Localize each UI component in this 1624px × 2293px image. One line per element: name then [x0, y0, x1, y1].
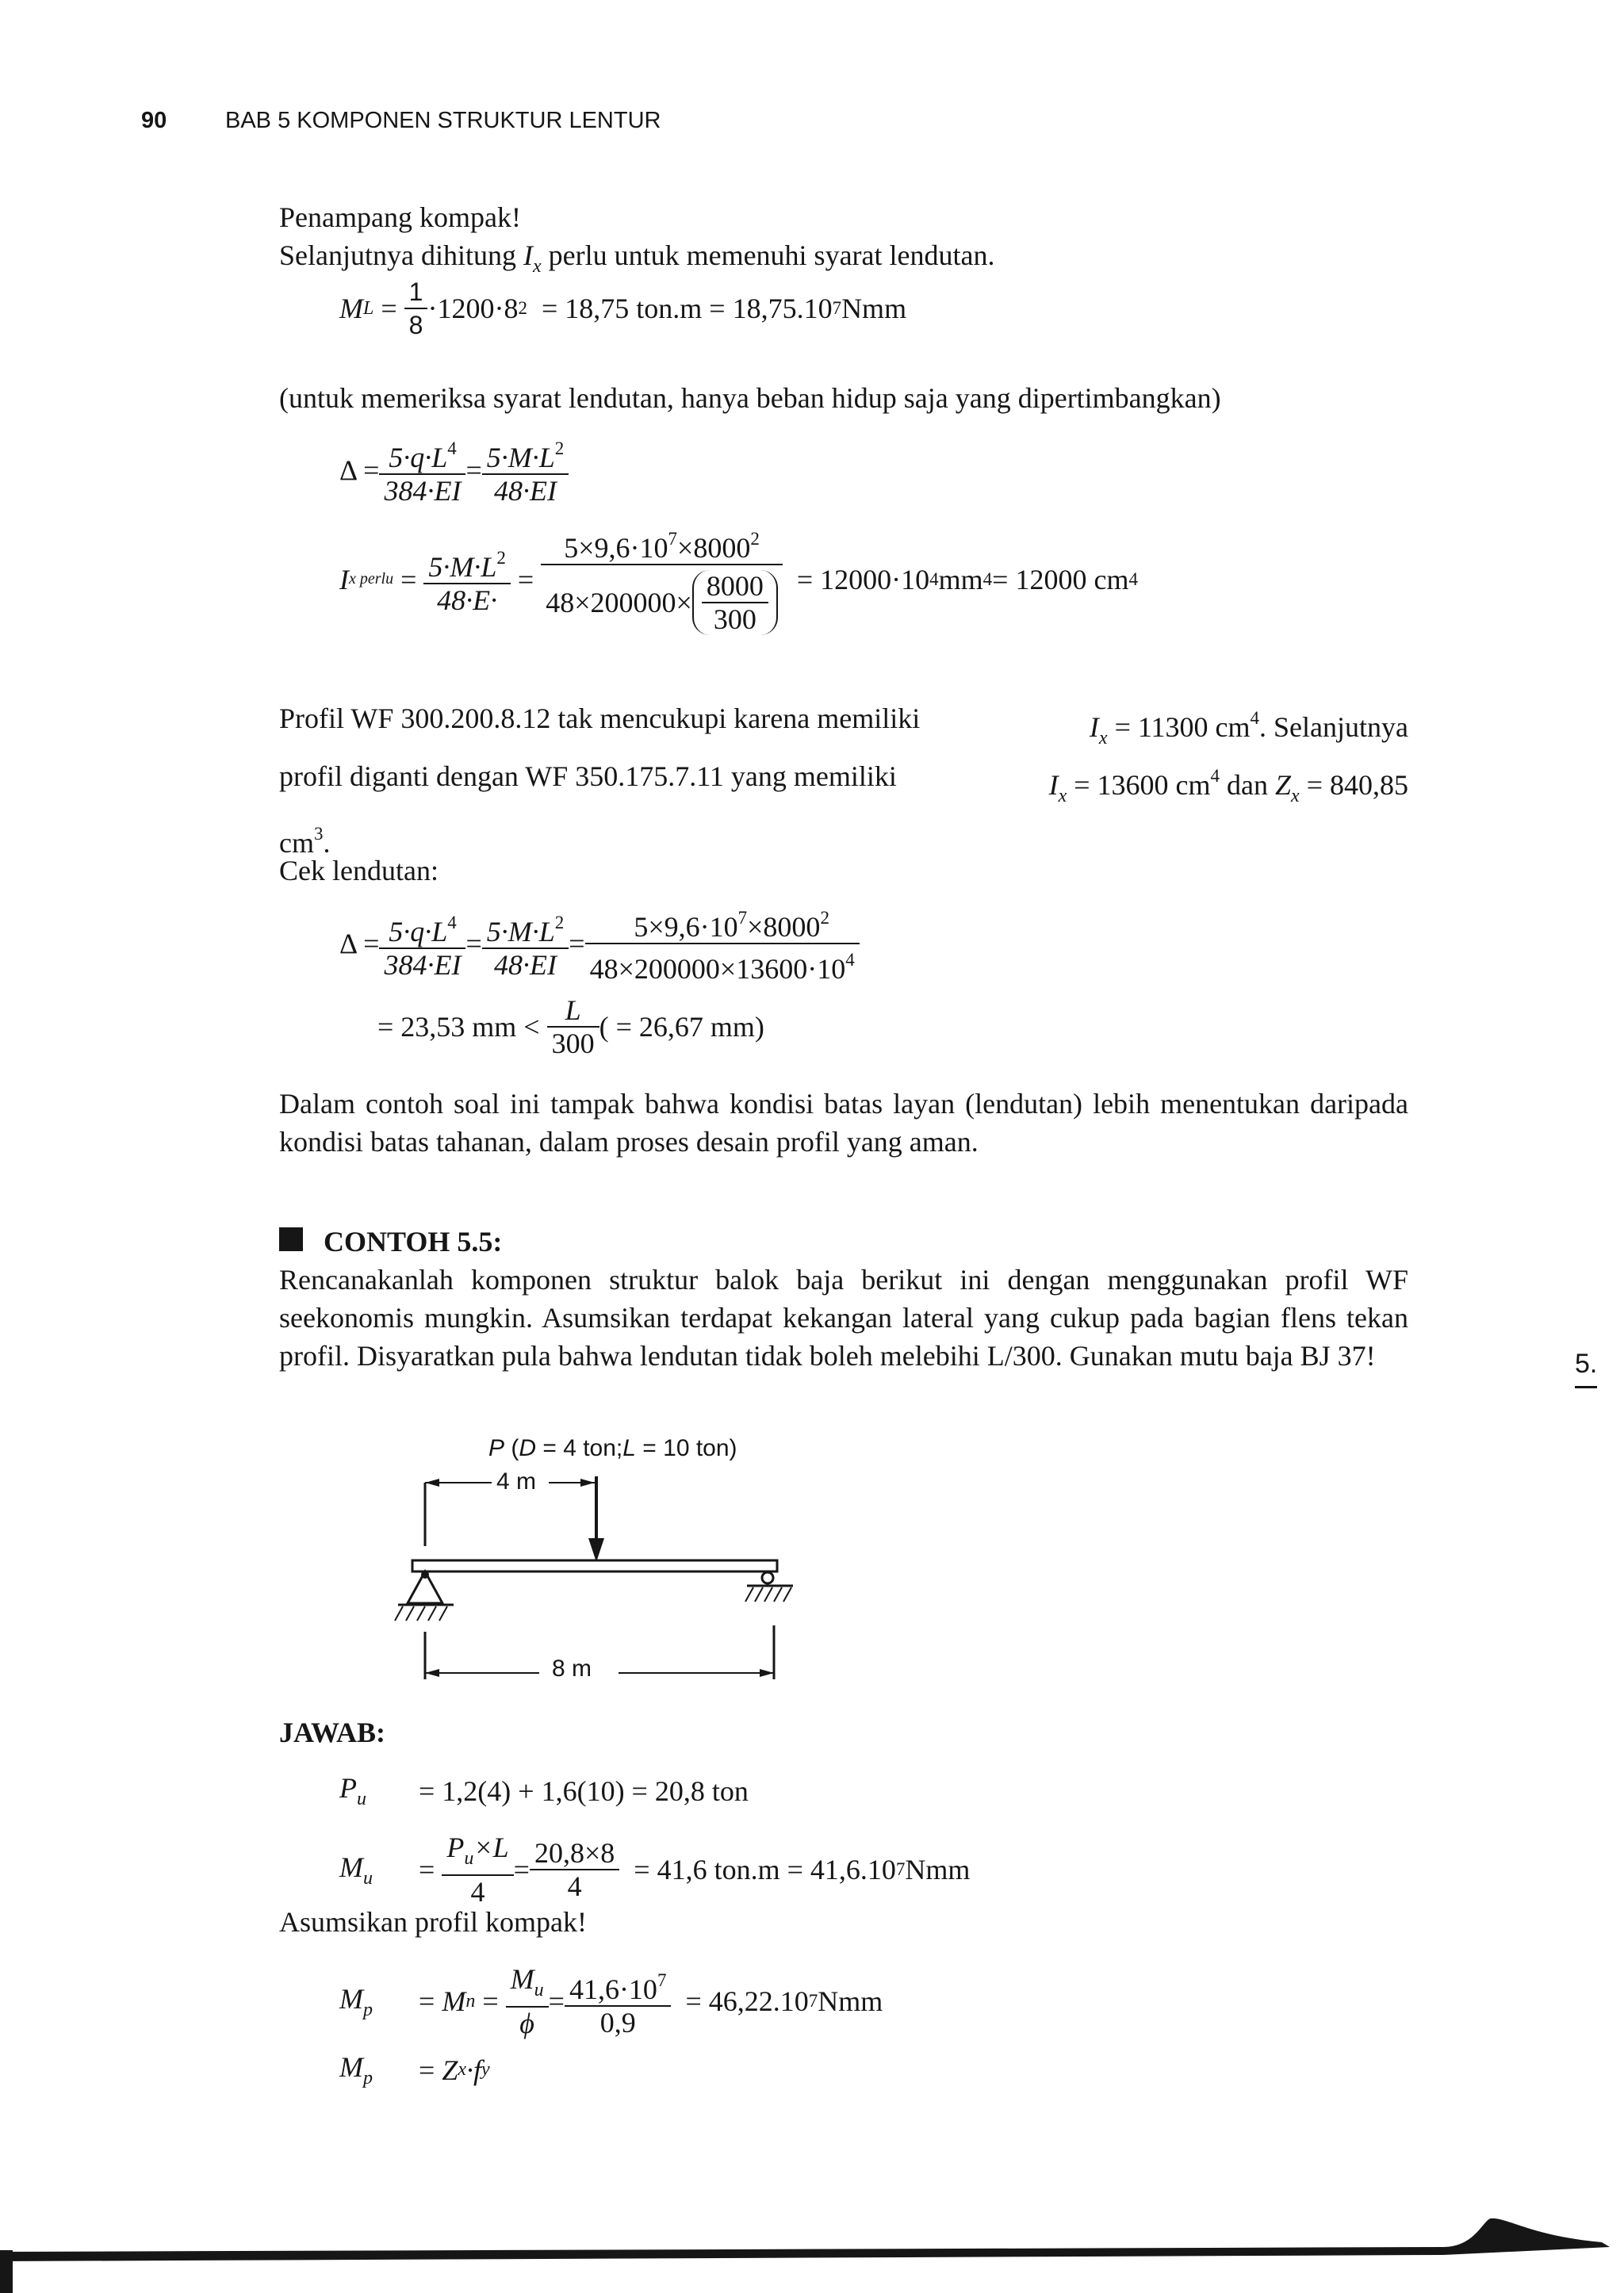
- page-number: 90: [141, 108, 167, 133]
- load-label: P (D = 4 ton;L = 10 ton): [488, 1435, 737, 1461]
- intro-line-2: Selanjutnya dihitung $I_x$ perlu untuk memenuhi syarat lendutan.: [279, 239, 995, 277]
- intro-line-1: Penampang kompak!: [279, 201, 521, 233]
- equation-ix-required: I x perlu = $\frac{5\cdot M\cdot L^2}{48\cdot E\cdot}$ = $5\times 9,6\cdot 10^7\times 8000^2$ 48×200000× $\frac{8000}{300}$ = 12000·10 4 mm 4 = 12000 cm 4: [339, 523, 1138, 635]
- equation-check-result: = 23,53 mm < $\frac{L}{300}$ ( = 26,67 mm): [377, 994, 764, 1059]
- load-arrow-head: [588, 1538, 604, 1562]
- profile-paragraph: Profil WF 300.200.8.12 tak mencukupi karena memiliki $I_x = 11300$ $cm^4$. Selanjutnya profil diganti dengan WF 350.175.7.11 yang memiliki $I_x = 13600$ $cm^4$ dan $Z_x = 840,85$ $cm^3$.: [279, 702, 1408, 859]
- example-title: CONTOH 5.5:: [324, 1226, 503, 1258]
- equation-ml: M L = $\frac{1}{8}$ ·1200·8 2 = 18,75 ton.m = 18,75.10 7 Nmm: [339, 278, 907, 339]
- load-position-label: 4 m: [492, 1468, 541, 1495]
- conclusion-paragraph: Dalam contoh soal ini tampak bahwa kondisi batas layan (lendutan) lebih menentukan daripada kondisi batas tahanan, dalam proses desain profil yang aman.: [279, 1088, 1408, 1158]
- assume-compact: Asumsikan profil kompak!: [279, 1906, 587, 1938]
- check-title: Cek lendutan:: [279, 855, 439, 886]
- beam-diagram: [381, 1459, 809, 1689]
- beam: [412, 1560, 777, 1571]
- span-label: 8 m: [547, 1656, 596, 1682]
- equation-check-deflection: Δ = $\frac{5\cdot q\cdot L^4}{384\cdot EI}$ = $\frac{5\cdot M\cdot L^2}{48\cdot EI}$ = $\frac{5\times 9,6\cdot 10^7\times 8000^2}{48\times 200000\times 13600\cdot 10^4}$: [339, 902, 860, 985]
- equation-mp: $M_p$ = M n = $\frac{M_u}{\phi}$ = $\frac{41,6\cdot 10^7}{0,9}$ = 46,22.10 7 Nmm: [339, 1963, 883, 2039]
- chapter-tab-marker: 5.: [1575, 1348, 1597, 1388]
- equation-deflection: Δ = $\frac{5\cdot q\cdot L^4}{384\cdot EI}$ = $\frac{5\cdot M\cdot L^2}{48\cdot EI}$: [339, 433, 569, 507]
- dim-arrow-right: [580, 1479, 595, 1487]
- example-paragraph: Rencanakanlah komponen struktur balok baja berikut ini dengan menggunakan profil WF seekonomis mungkin. Asumsikan terdapat kekangan lateral yang cukup pada bagian flens tekan profil. Disyaratkan pula bahwa lendutan tidak boleh melebihi L/300. Gunakan mutu baja BJ 37!: [279, 1264, 1408, 1372]
- equation-pu: $P_u$ = 1,2(4) + 1,6(10) = 20,8 ton: [339, 1772, 749, 1809]
- equation-mp-zx-fy: $M_p$ = Z x ·f y: [339, 2051, 490, 2088]
- pin-joint: [421, 1571, 429, 1579]
- equation-mu: $M_u$ = $\frac{P_u\times L}{4}$ = $\frac{20,8\times 8}{4}$ = 41,6 ton.m = 41,6.10 7 Nmm: [339, 1832, 971, 1908]
- dim-arrow-left: [425, 1479, 439, 1487]
- page-bottom-edge: [0, 2188, 1624, 2293]
- answer-title: JAWAB:: [279, 1717, 386, 1748]
- roller-support: [762, 1572, 773, 1583]
- running-title: BAB 5 KOMPONEN STRUKTUR LENTUR: [225, 108, 661, 133]
- live-load-note: (untuk memeriksa syarat lendutan, hanya beban hidup saja yang dipertimbangkan): [279, 382, 1221, 414]
- section-bullet: [279, 1227, 303, 1251]
